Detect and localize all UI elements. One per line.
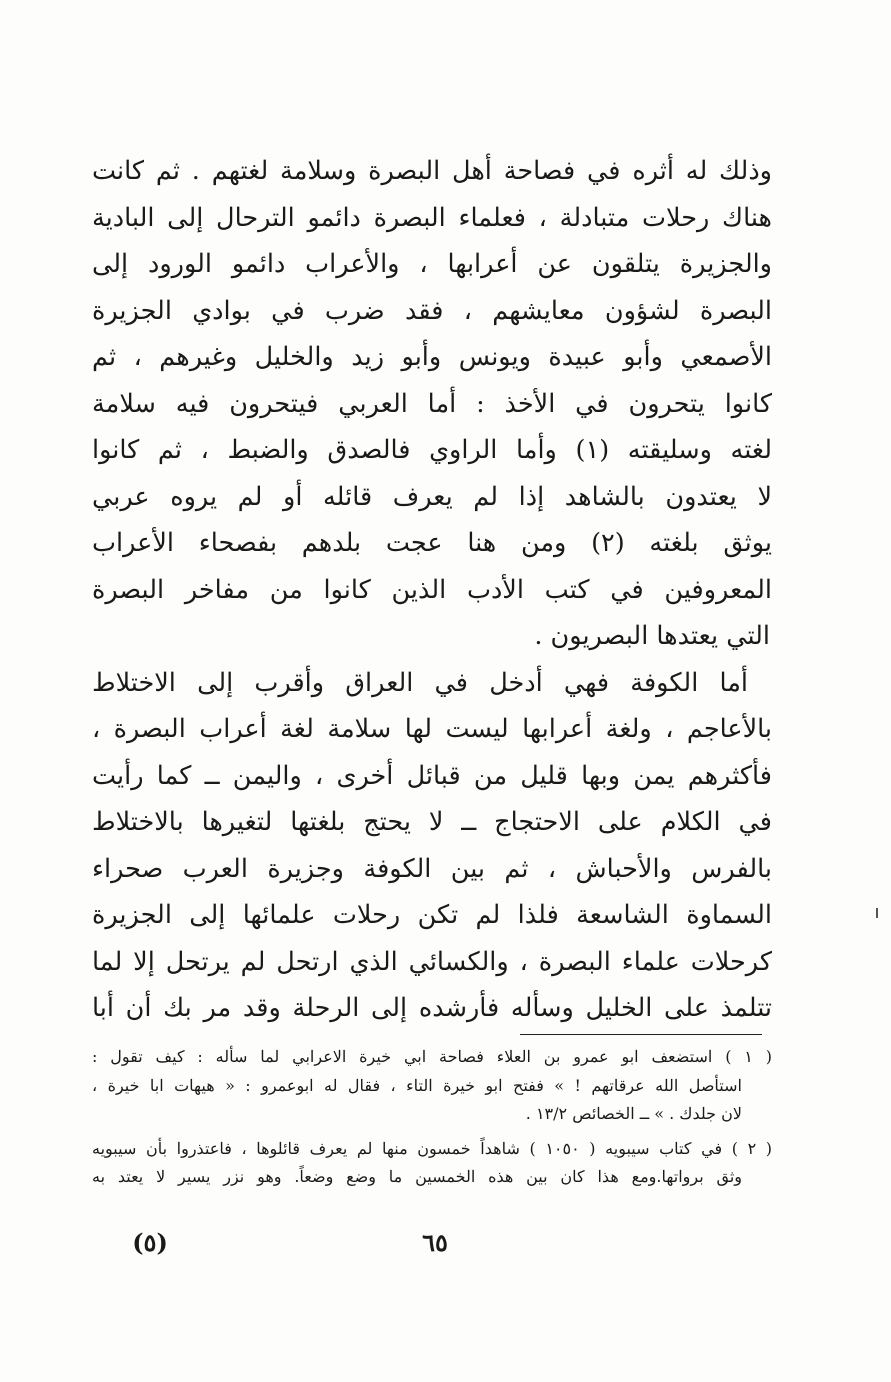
text-line: فأكثرهم يمن وبها قليل من قبائل أخرى ، واليمن ــ كما رأيت (92, 760, 772, 791)
footnote-line: وثق برواتها.ومع هذا كان بين هذه الخمسين ما وضع وضعاً. وهو نزر يسير لا يعتد به (92, 1167, 742, 1186)
footnote-2 (92, 1135, 772, 1192)
main-text-block (92, 148, 772, 1032)
margin-speck (876, 908, 878, 918)
text-line: كانوا يتحرون في الأخذ : أما العربي فيتحرون فيه سلامة (92, 388, 772, 419)
footnote-line: لان جلدك . » ــ الخصائص ١٣/٢ . (525, 1104, 742, 1123)
page-number: ٦٥ (422, 1228, 448, 1257)
text-line: والجزيرة يتلقون عن أعرابها ، والأعراب دائمو الورود إلى (92, 249, 772, 279)
text-line: يوثق بلغته (٢) ومن هنا عجت بلدهم بفصحاء الأعراب (92, 528, 772, 558)
footnote-separator-rule (520, 1034, 762, 1035)
text-line: السماوة الشاسعة فلذا لم تكن رحلات علمائها إلى الجزيرة (92, 900, 772, 930)
signature-mark: (٥) (132, 1228, 168, 1257)
footnote-line: استأصل الله عرقاتهم ! » ففتح ابو خيرة التاء ، فقال له ابوعمرو : « هيهات ابا خيرة ، (92, 1075, 742, 1095)
text-line: الأصمعي وأبو عبيدة ويونس وأبو زيد والخليل وغيرهم ، ثم (92, 342, 772, 372)
footnote-1 (92, 1043, 772, 1129)
text-line: أما الكوفة فهي أدخل في العراق وأقرب إلى الاختلاط (92, 667, 748, 698)
text-line: بالأعاجم ، ولغة أعرابها ليست لها سلامة لغة أعراب البصرة ، (92, 714, 772, 744)
text-line: في الكلام على الاحتجاج ــ لا يحتج بلغتها لتغيرها بالاختلاط (92, 807, 772, 837)
text-line: بالفرس والأحباش ، ثم بين الكوفة وجزيرة العرب صحراء (92, 853, 772, 884)
text-line: كرحلات علماء البصرة ، والكسائي الذي ارتحل لم يرتحل إلا لما (92, 946, 772, 977)
footnotes-block (92, 1043, 772, 1192)
footnote-line: ( ١ ) استضعف ابو عمرو بن العلاء فصاحة ابي خيرة الاعرابي لما سأله : كيف تقول : (92, 1047, 772, 1066)
text-line: البصرة لشؤون معايشهم ، فقد ضرب في بوادي الجزيرة (92, 295, 772, 326)
text-line: المعروفين في كتب الأدب الذين كانوا من مفاخر البصرة (92, 574, 772, 605)
footnote-line: ( ٢ ) في كتاب سيبويه ( ١٠٥٠ ) شاهداً خمسون منها لم يعرف قائلوها ، فاعتذروا بأن سيبويه (92, 1138, 772, 1158)
text-line: هناك رحلات متبادلة ، فعلماء البصرة دائمو الترحال إلى البادية (92, 202, 772, 233)
text-line: وذلك له أثره في فصاحة أهل البصرة وسلامة لغتهم . ثم كانت (92, 156, 772, 186)
text-line: لغته وسليقته (١) وأما الراوي فالصدق والضبط ، ثم كانوا (92, 435, 772, 465)
text-line: لا يعتدون بالشاهد إذا لم يعرف قائله أو لم يروه عربي (92, 481, 772, 512)
text-line: التي يعتدها البصريون . (534, 621, 770, 651)
text-line: تتلمذ على الخليل وسأله فأرشده إلى الرحلة وقد مر بك أن أبا (92, 993, 772, 1023)
